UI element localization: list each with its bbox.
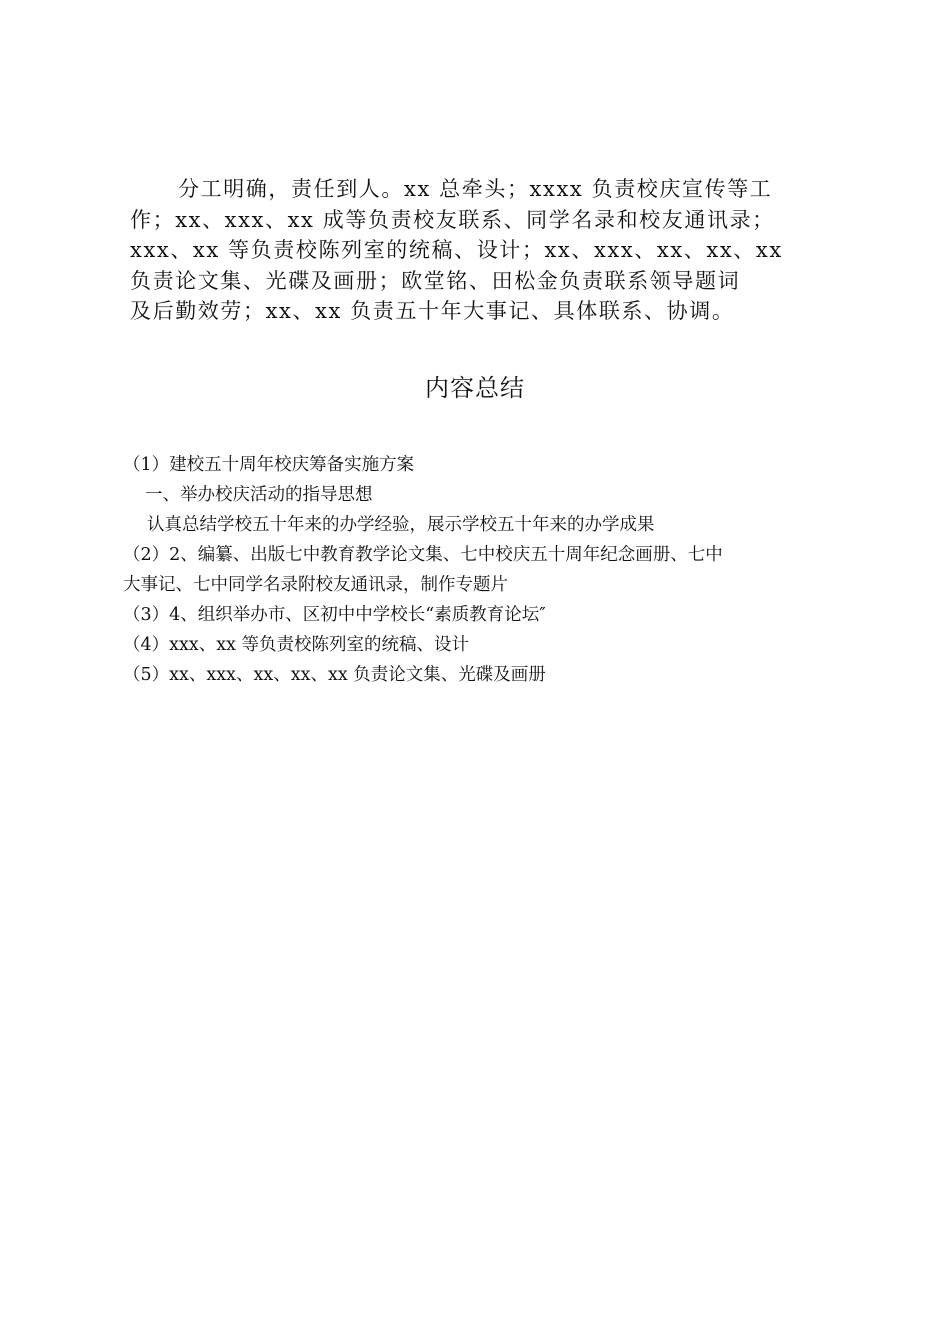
summary-item: （2）2、编纂、出版七中教育教学论文集、七中校庆五十周年纪念画册、七中 [123, 545, 723, 565]
summary-item: （3）4、组织举办市、区初中中学校长“素质教育论坛″ [123, 605, 546, 625]
summary-item: 一、举办校庆活动的指导思想 [145, 485, 373, 505]
summary-item: （4）xxx、xx 等负责校陈列室的统稿、设计 [123, 635, 470, 655]
paragraph-line: 及后勤效劳；xx、xx 负责五十年大事记、具体联系、协调。 [130, 299, 735, 323]
summary-list [123, 450, 843, 690]
paragraph-line: xxx、xx 等负责校陈列室的统稿、设计；xx、xxx、xx、xx、xx [130, 238, 783, 262]
summary-item: 认真总结学校五十年来的办学经验，展示学校五十年来的办学成果 [147, 515, 655, 535]
summary-item: （1）建校五十周年校庆筹备实施方案 [123, 455, 415, 475]
summary-item: 大事记、七中同学名录附校友通讯录，制作专题片 [123, 575, 508, 595]
paragraph-line: 负责论文集、光碟及画册；欧堂铭、田松金负责联系领导题词 [130, 268, 741, 293]
summary-item: （5）xx、xxx、xx、xx、xx 负责论文集、光碟及画册 [123, 665, 546, 685]
paragraph-line: 分工明确，责任到人。xx 总牵头；xxxx 负责校庆宣传等工 [178, 177, 773, 201]
summary-heading: 内容总结 [425, 374, 525, 402]
body-paragraph [130, 174, 825, 327]
paragraph-line: 作；xx、xxx、xx 成等负责校友联系、同学名录和校友通讯录； [130, 207, 775, 232]
